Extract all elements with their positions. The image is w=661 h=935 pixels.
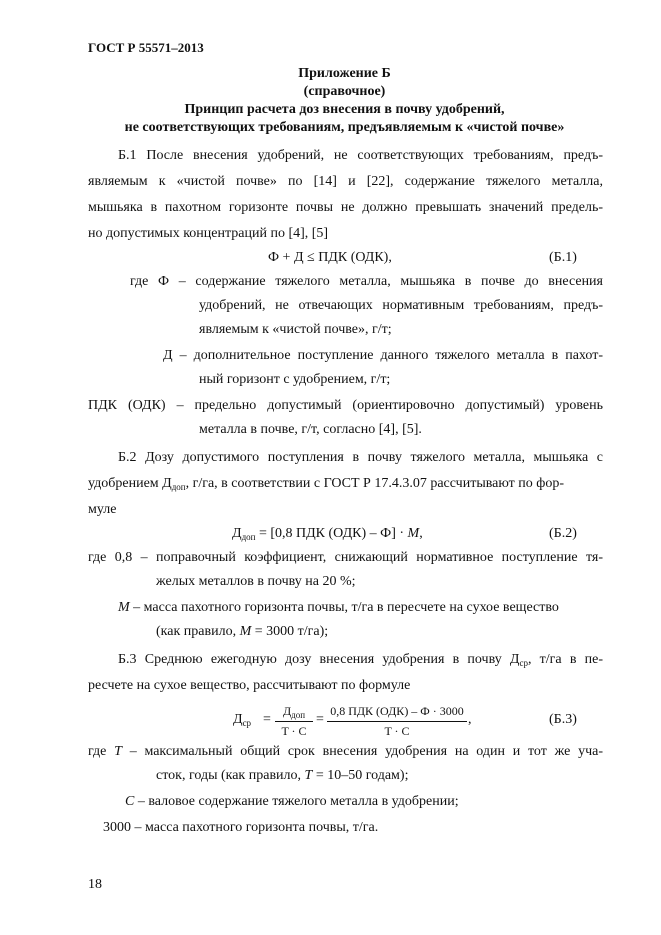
fraction-1-bar [275, 721, 313, 722]
b1-line-2: являемым к «чистой почве» по [14] и [22], содержание тяжелого металла, [88, 174, 603, 189]
formula-b3-equals: = [263, 712, 271, 727]
b1-line-4: но допустимых концентраций по [4], [5] [88, 226, 329, 241]
where-pdk-line-1: ПДК (ОДК) – предельно допустимый (ориентировочно допустимый) уровень [88, 398, 603, 413]
formula-b2: $Д_{доп} = [0,8$ ПДК (ОДК) – Ф] · М, [232, 526, 423, 542]
formula-b3-lhs: $Д_{ср}$ [233, 712, 252, 728]
formula-b2-number: (Б.2) [549, 526, 577, 541]
formula-b3-equals-2: = [316, 712, 324, 727]
appendix-title: Приложение Б [298, 66, 391, 81]
where-phi-line-1: где Ф – содержание тяжелого металла, мышьяка в почве до внесения [130, 274, 603, 289]
fraction-2-bar [327, 721, 467, 722]
where-d-line-2: ный горизонт с удобрением, г/т; [199, 372, 391, 387]
page-number: 18 [88, 877, 102, 892]
where-t-line-1: где Т – максимальный общий срок внесения удобрения на один и тот же уча- [88, 744, 603, 759]
b1-line-3: мышьяка в пахотном горизонте почвы не должно превышать значений предель- [88, 200, 603, 215]
b2-line-3: муле [88, 502, 117, 517]
formula-b3-comma: , [468, 712, 472, 727]
b3-line-2: ресчете на сухое вещество, рассчитывают по формуле [88, 678, 411, 693]
where-c-line: С – валовое содержание тяжелого металла в удобрении; [125, 794, 459, 809]
where-d-line-1: Д – дополнительное поступление данного тяжелого металла в пахот- [163, 348, 603, 363]
where-coef-line-2: желых металлов в почву на 20 %; [156, 574, 356, 589]
appendix-type: (справочное) [303, 84, 386, 99]
b2-line-2: удобрением $Д_{доп}$, г/га, в соответствии с ГОСТ Р 17.4.3.07 рассчитывают по фор- [88, 476, 564, 492]
appendix-heading-line1: Принцип расчета доз внесения в почву удобрений, [184, 102, 505, 117]
b3-line-1: Б.3 Среднюю ежегодную дозу внесения удобрения в почву $Д_{ср}$, т/га в пе- [118, 652, 603, 668]
fraction-1-numerator: $Д_{доп}$ [282, 704, 306, 720]
where-m-line-1: М – масса пахотного горизонта почвы, т/га в пересчете на сухое вещество [118, 600, 559, 615]
formula-b1: Ф + Д ≤ ПДК (ОДК), [268, 250, 392, 265]
where-phi-line-3: являемым к «чистой почве», г/т; [199, 322, 392, 337]
b2-line-1: Б.2 Дозу допустимого поступления в почву тяжелого металла, мышьяка с [118, 450, 603, 465]
where-t-line-2: сток, годы (как правило, Т = 10–50 годам); [156, 768, 409, 783]
fraction-2-denominator: T · C [384, 724, 410, 738]
fraction-2-numerator: 0,8 ПДК (ОДК) – Ф · 3000 [330, 704, 464, 718]
standard-header: ГОСТ Р 55571–2013 [88, 40, 204, 55]
appendix-heading-line2: не соответствующих требованиям, предъявляемым к «чистой почве» [124, 120, 565, 135]
formula-b1-number: (Б.1) [549, 250, 577, 265]
where-phi-line-2: удобрений, не отвечающих нормативным требованиям, предъ- [199, 298, 603, 313]
formula-b3-number: (Б.3) [549, 712, 577, 727]
fraction-1-denominator: T · C [281, 724, 307, 738]
where-m-line-2: (как правило, М = 3000 т/га); [156, 624, 329, 639]
where-3000-line: 3000 – масса пахотного горизонта почвы, т/га. [103, 820, 379, 835]
where-pdk-line-2: металла в почве, г/т, согласно [4], [5]. [199, 422, 422, 437]
b1-line-1: Б.1 После внесения удобрений, не соответствующих требованиям, предъ- [118, 148, 603, 163]
where-coef-line-1: где 0,8 – поправочный коэффициент, снижающий нормативное поступление тя- [88, 550, 603, 565]
